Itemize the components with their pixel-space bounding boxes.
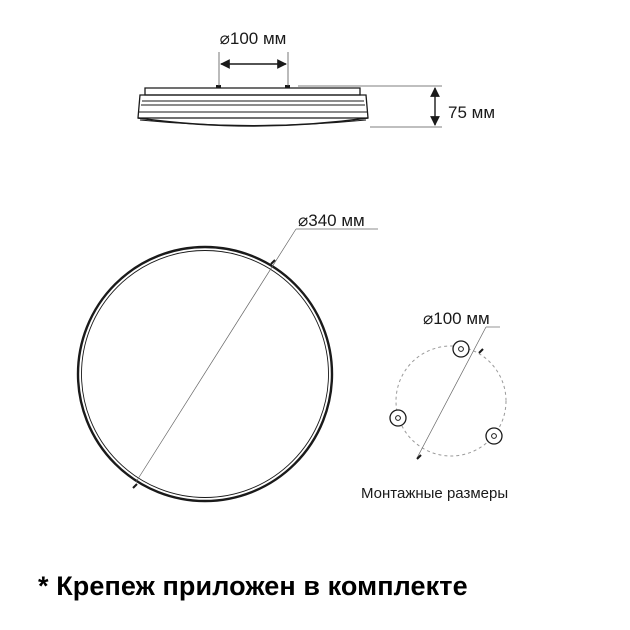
mount-diameter-label: ⌀100 мм xyxy=(219,29,287,48)
mounting-hole-right xyxy=(486,428,502,444)
side-view-body xyxy=(138,95,368,118)
side-view-screw-right xyxy=(285,85,290,88)
top-view-inner-ring xyxy=(82,251,329,498)
mounting-hole-top xyxy=(453,341,469,357)
mounting-tick-bottom xyxy=(417,455,421,459)
mounting-pattern xyxy=(361,309,508,502)
side-view-diffuser xyxy=(138,118,368,126)
side-view-top-plate xyxy=(145,88,360,95)
side-view-diffuser-inner xyxy=(140,120,366,126)
mounting-diameter-label: ⌀100 мм xyxy=(423,309,490,328)
side-view-screw-left xyxy=(216,85,221,88)
mounting-diameter-line xyxy=(417,327,486,458)
top-view-diameter-line xyxy=(136,229,296,482)
mounting-caption: Монтажные размеры xyxy=(361,485,509,502)
top-view-tick-bottom xyxy=(133,484,137,488)
top-view-outer-ring xyxy=(78,247,332,501)
footer-note: * Крепеж приложен в комплекте xyxy=(38,571,468,601)
top-view xyxy=(78,211,378,501)
top-view-diameter-label: ⌀340 мм xyxy=(298,211,365,230)
height-label: 75 мм xyxy=(448,103,496,122)
mounting-hole-left xyxy=(390,410,406,426)
mounting-tick-top xyxy=(479,349,483,353)
side-view xyxy=(138,29,495,127)
